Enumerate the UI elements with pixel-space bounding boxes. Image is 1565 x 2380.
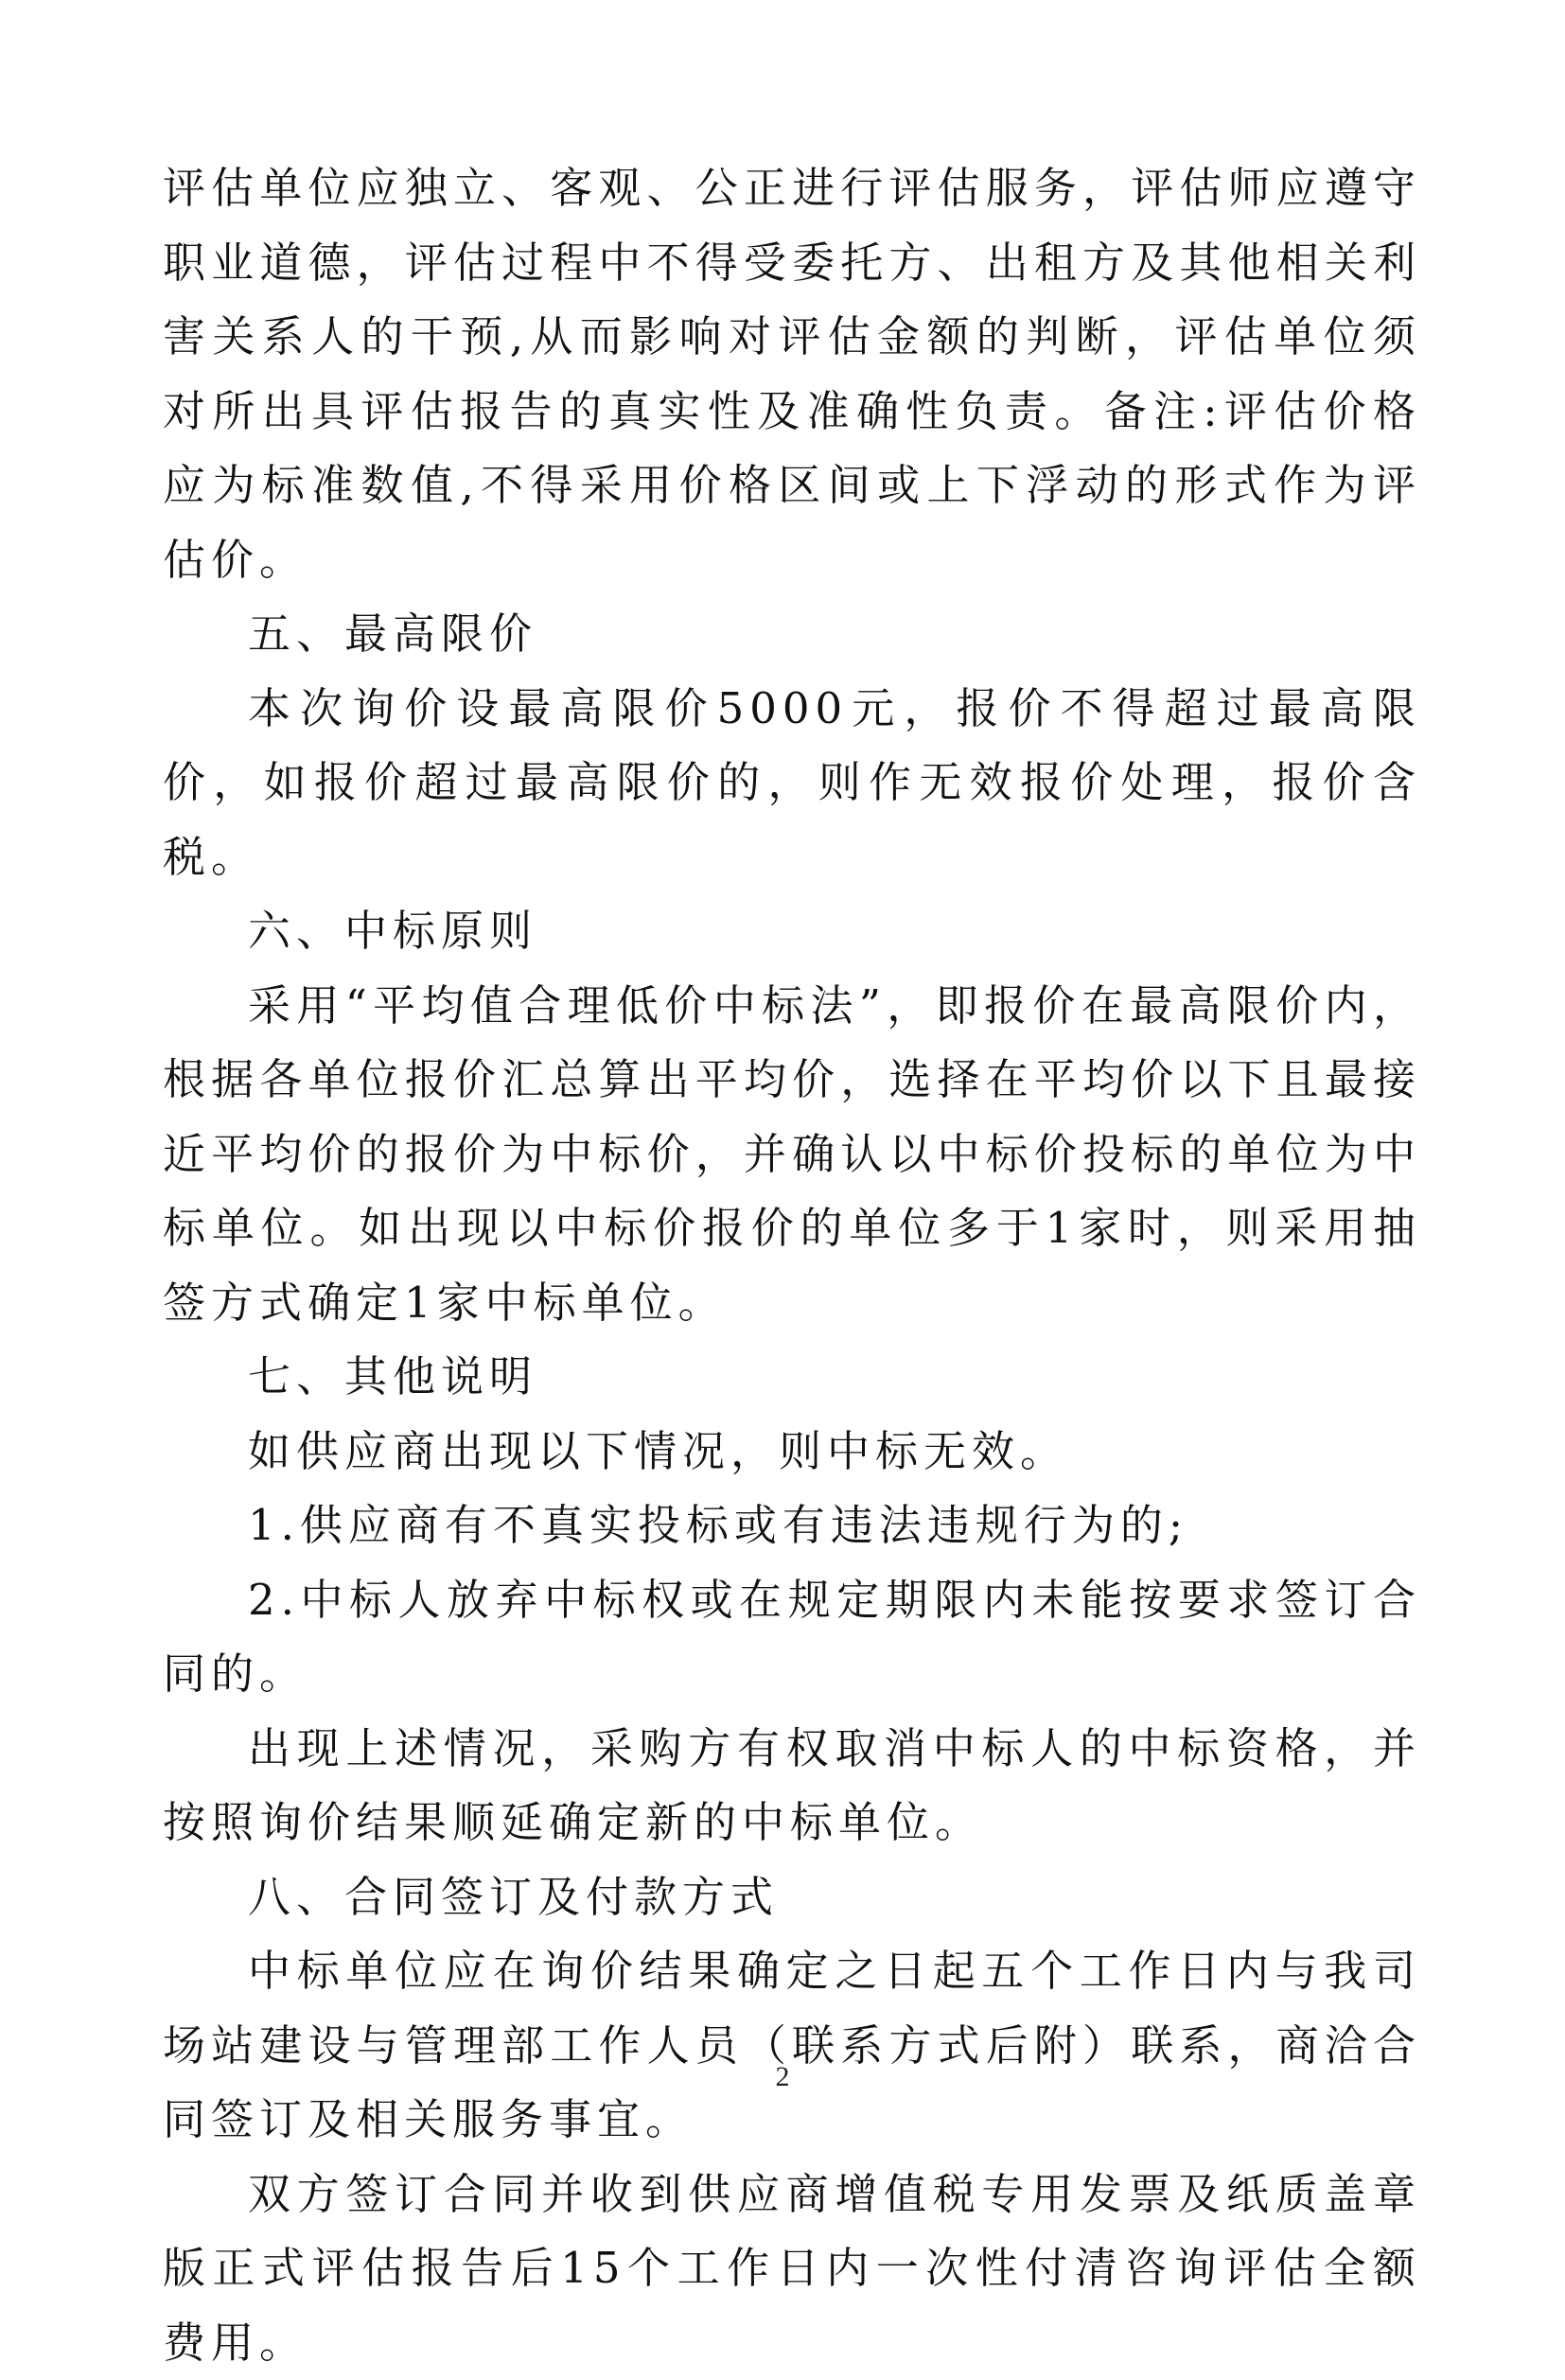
heading-max-price: 五、最高限价	[163, 597, 1421, 672]
paragraph-payment: 双方签订合同并收到供应商增值税专用发票及纸质盖章版正式评估报告后15个工作日内一次性付清咨询评估全额费用。	[163, 2158, 1421, 2380]
heading-other-notes: 七、其他说明	[163, 1340, 1421, 1415]
heading-award-principle: 六、中标原则	[163, 894, 1421, 969]
paragraph-evaluation-requirements: 评估单位应独立、客观、公正进行评估服务，评估师应遵守职业道德，评估过程中不得受委托方、出租方及其他相关利害关系人的干预,从而影响对评估金额的判断，评估单位须对所出具评估报告的真实性及准确性负责。备注:评估价格应为标准数值,不得采用价格区间或上下浮动的形式作为评估价。	[163, 151, 1421, 597]
document-body	[163, 151, 1421, 2380]
list-item-invalid-2: 2.中标人放弃中标权或在规定期限内未能按要求签订合同的。	[163, 1563, 1421, 1712]
list-item-invalid-1: 1.供应商有不真实投标或有违法违规行为的;	[163, 1489, 1421, 1563]
paragraph-max-price: 本次询价设最高限价5000元，报价不得超过最高限价，如报价超过最高限价的，则作无效报价处理，报价含税。	[163, 672, 1421, 895]
paragraph-award-principle: 采用“平均值合理低价中标法”，即报价在最高限价内，根据各单位报价汇总算出平均价，选择在平均价以下且最接近平均价的报价为中标价，并确认以中标价投标的单位为中标单位。如出现以中标价报价的单位多于1家时，则采用抽签方式确定1家中标单位。	[163, 969, 1421, 1341]
paragraph-contract-signing: 中标单位应在询价结果确定之日起五个工作日内与我司场站建设与管理部工作人员（联系方式后附）联系，商洽合同签订及相关服务事宜。	[163, 1934, 1421, 2158]
heading-contract-payment: 八、合同签订及付款方式	[163, 1860, 1421, 1935]
paragraph-invalid-consequence: 出现上述情况，采购方有权取消中标人的中标资格，并按照询价结果顺延确定新的中标单位。	[163, 1712, 1421, 1860]
page-number: 2	[0, 2061, 1565, 2093]
paragraph-invalid-award-intro: 如供应商出现以下情况，则中标无效。	[163, 1415, 1421, 1490]
